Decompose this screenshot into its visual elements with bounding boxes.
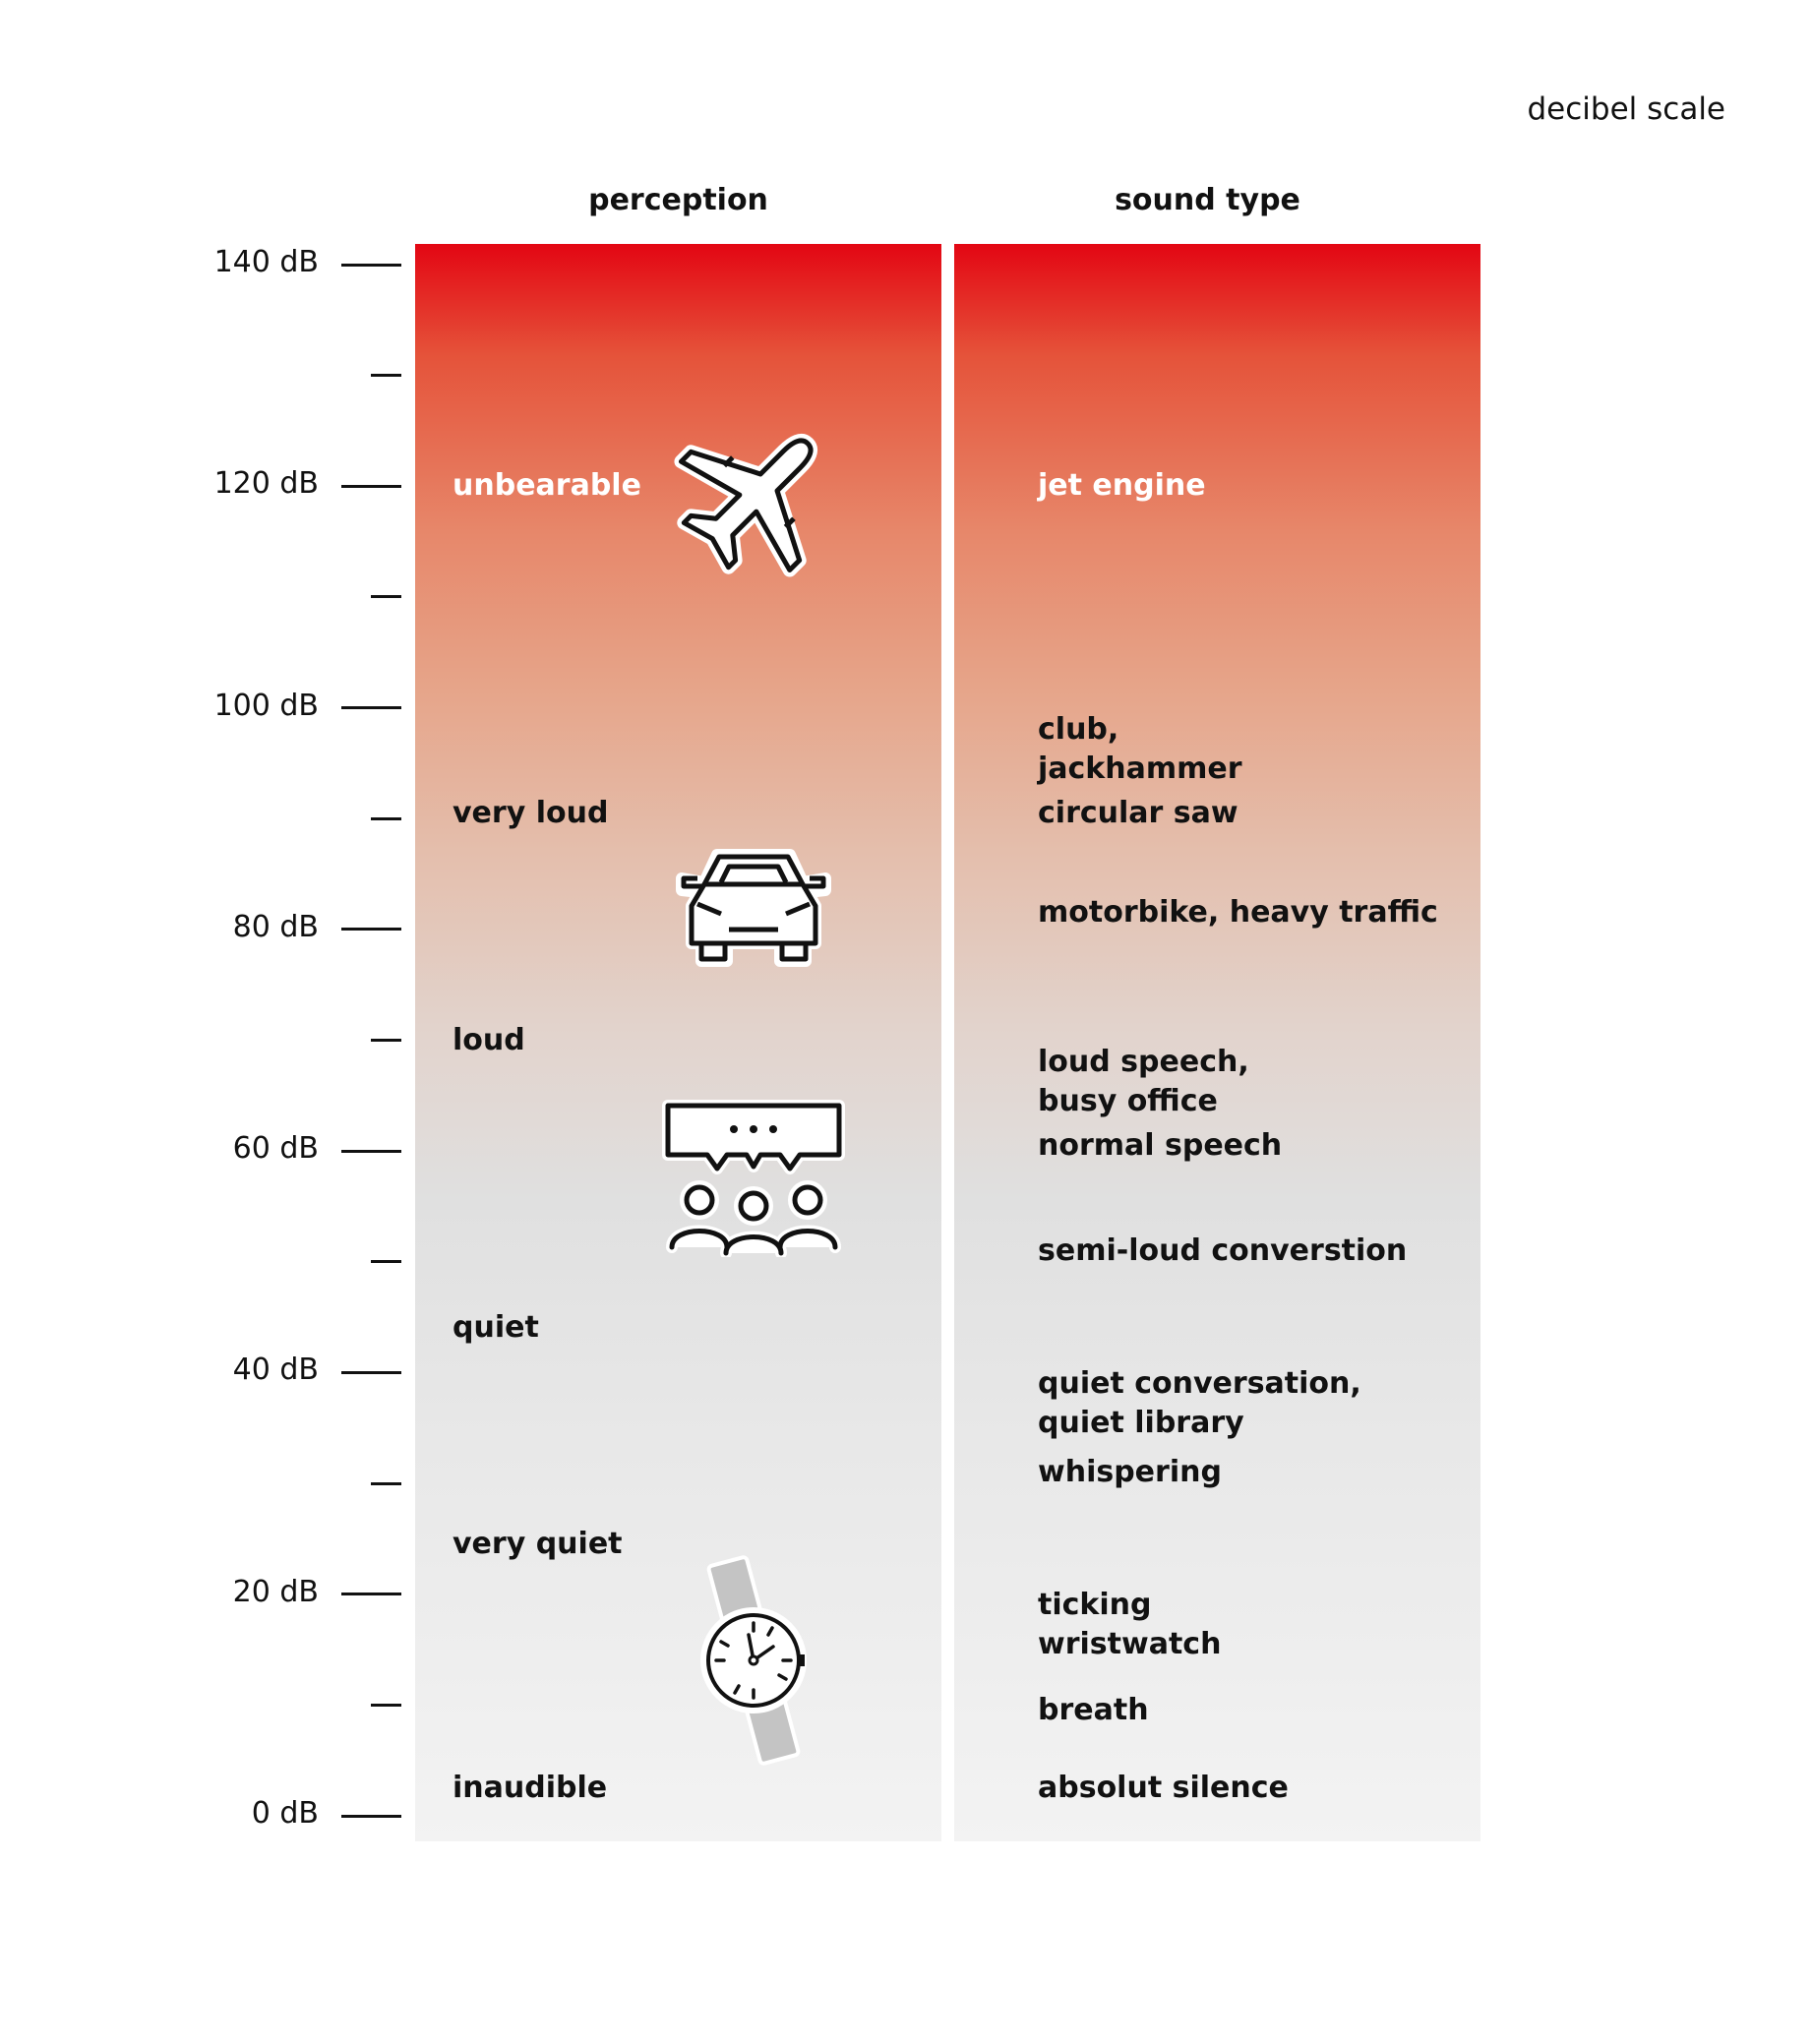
major-tick (341, 1815, 401, 1818)
perception-label: unbearable (453, 468, 641, 504)
perception-label: loud (453, 1022, 525, 1057)
perception-label: very loud (453, 795, 609, 830)
sound-type-label: semi-loud converstion (1038, 1232, 1408, 1268)
tick-label: 120 dB (213, 466, 319, 502)
sound-type-label: normal speech (1038, 1127, 1283, 1163)
page-title: decibel scale (1527, 91, 1725, 127)
sound-type-label: jet engine (1038, 468, 1206, 504)
sound-type-label: motorbike, heavy traffic (1038, 894, 1438, 930)
tick-label: 60 dB (232, 1131, 319, 1167)
minor-tick (371, 1482, 401, 1485)
tick-label: 0 dB (251, 1796, 319, 1831)
tick-label: 140 dB (213, 245, 319, 279)
major-tick (341, 1593, 401, 1595)
wristwatch-icon (690, 1552, 817, 1769)
tick-label: 100 dB (213, 688, 319, 723)
tick-label: 20 dB (232, 1574, 319, 1609)
car-icon (670, 843, 837, 971)
perception-label: inaudible (453, 1770, 608, 1805)
minor-tick (371, 1704, 401, 1707)
sound-type-label: whispering (1038, 1454, 1222, 1489)
sound-type-label: ticking wristwatch (1038, 1587, 1222, 1661)
minor-tick (371, 595, 401, 598)
sound-type-label: club, jackhammer (1038, 712, 1242, 787)
major-tick (341, 1150, 401, 1153)
tick-label: 40 dB (232, 1353, 319, 1388)
sound-type-label: absolut silence (1038, 1770, 1289, 1805)
sound-type-label: loud speech, busy office (1038, 1045, 1249, 1119)
major-tick (341, 928, 401, 931)
minor-tick (371, 1039, 401, 1042)
minor-tick (371, 1260, 401, 1263)
perception-label: very quiet (453, 1527, 623, 1562)
minor-tick (371, 374, 401, 377)
sound-type-label: circular saw (1038, 795, 1238, 830)
major-tick (341, 1371, 401, 1374)
minor-tick (371, 817, 401, 820)
perception-label: quiet (453, 1310, 539, 1346)
airplane-icon (665, 409, 842, 586)
sound-type-label: quiet conversation, quiet library (1038, 1365, 1361, 1440)
major-tick (341, 706, 401, 709)
tick-label: 80 dB (232, 909, 319, 944)
perception-column-title: perception (588, 183, 768, 217)
people-talking-icon (660, 1100, 847, 1257)
major-tick (341, 485, 401, 488)
sound-type-label: breath (1038, 1692, 1149, 1727)
major-tick (341, 264, 401, 267)
sound-type-column-title: sound type (1115, 183, 1300, 217)
